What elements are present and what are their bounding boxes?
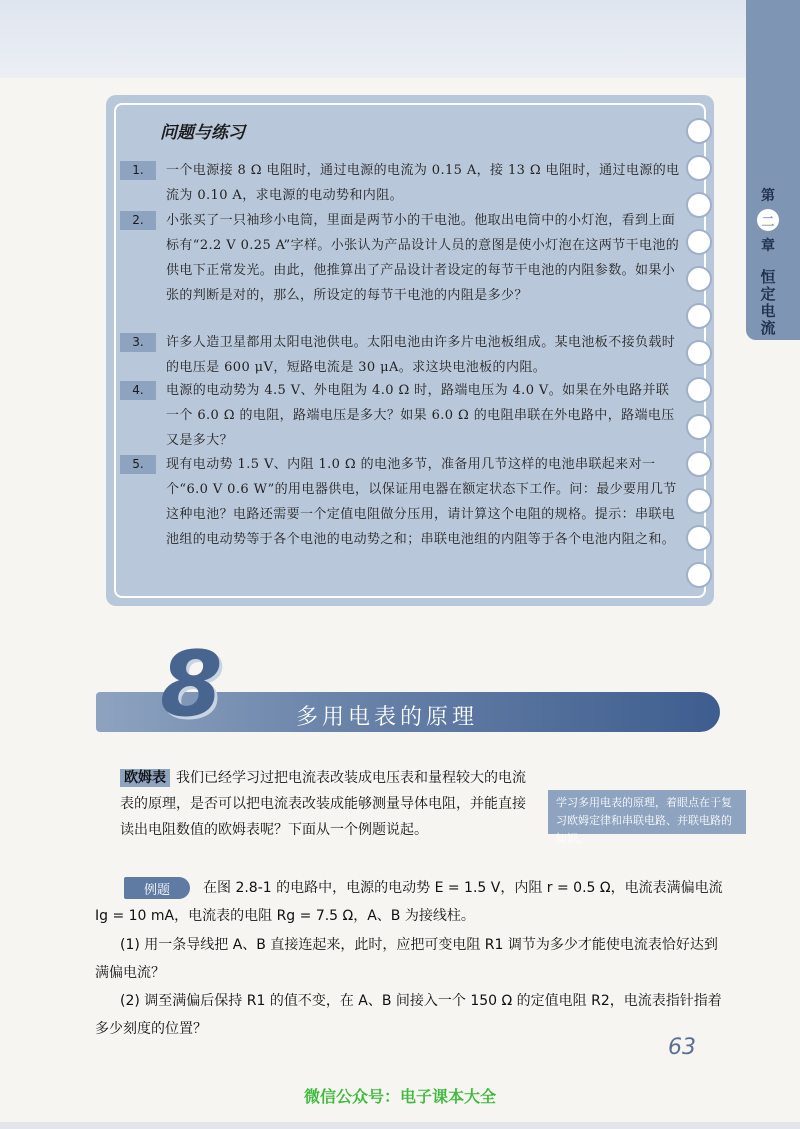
ring-icon	[686, 229, 712, 255]
exercise-text: 电源的电动势为 4.5 V、外电阻为 4.0 Ω 时，路端电压为 4.0 V。如果在外电路并联一个 6.0 Ω 的电阻，路端电压是多大？如果 6.0 Ω 的电阻串联在外电路中，路端电压又是多大？	[166, 383, 675, 448]
intro-paragraph	[120, 765, 535, 843]
ring-icon	[686, 192, 712, 218]
example-paragraph	[95, 874, 730, 930]
chapter-suffix: 章	[761, 238, 775, 254]
top-band	[0, 0, 800, 78]
page-number: 63	[668, 1035, 696, 1060]
ring-icon	[686, 340, 712, 366]
exercise-number: 3.	[120, 333, 156, 352]
exercise-text: 现有电动势 1.5 V、内阻 1.0 Ω 的电池多节，准备用几节这样的电池串联起来对一个“6.0 V 0.6 W”的用电器供电，以保证用电器在额定状态下工作。问：最少要用几节这种电池？电路还需要一个定值电阻做分压用，请计算这个电阻的规格。提示：串联电池组的电动势等于各个电池的电动势之和；串联电池组的内阻等于各个电池内阻之和。	[166, 457, 677, 547]
chapter-prefix: 第	[761, 188, 775, 204]
exercise-text: 一个电源接 8 Ω 电阻时，通过电源的电流为 0.15 A，接 13 Ω 电阻时，通过电源的电流为 0.10 A，求电源的电动势和内阻。	[166, 163, 680, 203]
exercise-text: 许多人造卫星都用太阳电池供电。太阳电池由许多片电池板组成。某电池板不接负载时的电压是 600 μV，短路电流是 30 μA。求这块电池板的内阻。	[166, 335, 676, 375]
exercise-item	[120, 208, 680, 308]
ring-icon	[686, 155, 712, 181]
section-number: 8	[160, 632, 223, 737]
example-label: 例题	[124, 877, 190, 899]
example-question-1: (1) 用一条导线把 A、B 直接连起来，此时，应把可变电阻 R1 调节为多少才能使电流表恰好达到满偏电流？	[95, 937, 718, 981]
example-question-2: (2) 调至满偏后保持 R1 的值不变，在 A、B 间接入一个 150 Ω 的定值电阻 R2，电流表指针指着多少刻度的位置？	[95, 993, 722, 1037]
exercise-number: 1.	[120, 161, 156, 180]
exercise-number: 4.	[120, 381, 156, 400]
chapter-number: 二	[757, 209, 779, 231]
ring-icon	[686, 562, 712, 588]
exercise-number: 5.	[120, 455, 156, 474]
ring-icon	[686, 266, 712, 292]
intro-text: 我们已经学习过把电流表改装成电压表和量程较大的电流表的原理，是否可以把电流表改装成能够测量导体电阻，并能直接读出电阻数值的欧姆表呢？下面从一个例题说起。	[120, 770, 526, 838]
exercise-item	[120, 330, 680, 380]
footer-watermark: 微信公众号：电子课本大全	[303, 1087, 496, 1106]
ring-icon	[686, 525, 712, 551]
exercise-item	[120, 452, 680, 552]
section-title: 多用电表的原理	[296, 705, 479, 730]
binder-rings	[686, 118, 716, 599]
chapter-name: 恒定电流	[758, 269, 777, 337]
exercise-item	[120, 158, 680, 208]
ring-icon	[686, 377, 712, 403]
exercise-item	[120, 378, 680, 453]
chapter-indicator	[752, 185, 784, 337]
ring-icon	[686, 488, 712, 514]
margin-note: 学习多用电表的原理，着眼点在于复习欧姆定律和串联电路、并联电路的知识。	[548, 790, 746, 834]
exercise-title: 问题与练习	[160, 123, 245, 143]
bottom-band	[0, 1122, 800, 1129]
keyword-label: 欧姆表	[120, 769, 170, 787]
ring-icon	[686, 414, 712, 440]
exercise-text: 小张买了一只袖珍小电筒，里面是两节小的干电池。他取出电筒中的小灯泡，看到上面标有“2.2 V 0.25 A”字样。小张认为产品设计人员的意图是使小灯泡在这两节干电池的供电下正常发光。由此，他推算出了产品设计者设定的每节干电池的内阻参数。如果小张的判断是对的，那么，所设定的每节干电池的内阻是多少？	[166, 213, 680, 303]
ring-icon	[686, 118, 712, 144]
exercise-number: 2.	[120, 211, 156, 230]
ring-icon	[686, 451, 712, 477]
ring-icon	[686, 303, 712, 329]
example-text: 在图 2.8-1 的电路中，电源的电动势 E = 1.5 V，内阻 r = 0.5 Ω，电流表满偏电流 Ig = 10 mA，电流表的电阻 Rg = 7.5 Ω，A、B 为接线柱。	[95, 880, 723, 924]
